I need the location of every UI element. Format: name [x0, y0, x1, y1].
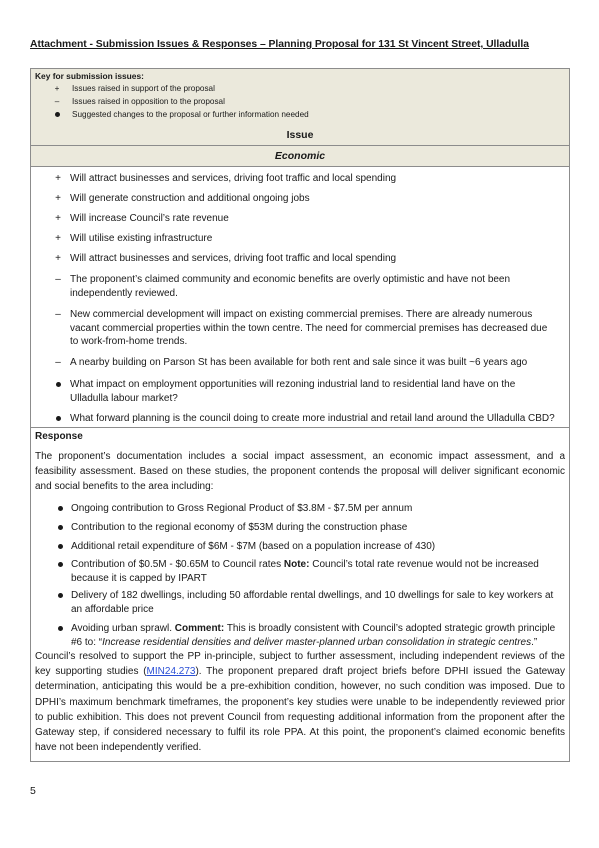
- benefit-text: [71, 622, 561, 649]
- issue-text: What impact on employment opportunities will rezoning industrial land to residential land have on the Ulladulla labour market?: [70, 379, 516, 404]
- issue-text: Will utilise existing infrastructure: [70, 233, 213, 244]
- note-text: Council’s total rate revenue would not be increased because it is capped by IPART: [71, 559, 539, 584]
- comment-text: This is broadly consistent with Council’s adopted strategic growth principle #6 to: “: [71, 623, 556, 648]
- bullet-symbol: [53, 412, 63, 426]
- bullet-symbol: [53, 109, 61, 120]
- benefit-text: [71, 558, 561, 585]
- bullet-icon: [58, 506, 63, 511]
- response-closing: [35, 649, 565, 755]
- comment-label: Comment:: [174, 623, 225, 634]
- issue-text: New commercial development will impact on existing commercial premises. There are already numerous vacant commercial properties within the town centre. The need for commercial premises has decreased due to work-from-home trends.: [70, 309, 548, 348]
- plus-symbol: +: [54, 84, 60, 93]
- key-label: Issues raised in opposition to the proposal: [72, 97, 225, 106]
- submission-table: [30, 68, 570, 762]
- bullet-symbol: [55, 540, 65, 554]
- plus-symbol: +: [55, 253, 61, 264]
- issue-header: Issue: [31, 125, 569, 146]
- bullet-symbol: [53, 378, 63, 392]
- bullet-icon: [55, 112, 60, 117]
- bullet-icon: [58, 544, 63, 549]
- issue-text: Will increase Council’s rate revenue: [70, 213, 229, 224]
- issue-text: What forward planning is the council doing to create more industrial and retail land around the Ulladulla CBD?: [70, 413, 555, 424]
- plus-symbol: +: [55, 233, 61, 244]
- key-title: Key for submission issues:: [35, 71, 144, 81]
- dash-symbol: –: [55, 357, 61, 368]
- response-intro: The proponent’s documentation includes a social impact assessment, an economic impact assessment, and a feasibility assessment. Based on these studies, the proponent contends the proposal will deliver significant economic and social benefits to the area including:: [35, 451, 565, 493]
- minute-reference-link[interactable]: MIN24.273: [146, 666, 196, 678]
- key-label: Suggested changes to the proposal or further information needed: [72, 110, 309, 119]
- benefit-text-part: Avoiding urban sprawl.: [71, 623, 175, 634]
- bullet-symbol: [55, 589, 65, 603]
- benefit-text: Ongoing contribution to Gross Regional Product of $3.8M - $7.5M per annum: [71, 503, 413, 514]
- issue-text: Will attract businesses and services, driving foot traffic and local spending: [70, 253, 397, 264]
- bullet-icon: [56, 382, 61, 387]
- key-label: Issues raised in support of the proposal: [72, 84, 215, 93]
- benefit-text: Additional retail expenditure of $6M - $7M (based on a population increase of 430): [71, 541, 436, 552]
- bullet-icon: [58, 562, 63, 567]
- benefit-text-part: Contribution of $0.5M - $0.65M to Council rates: [71, 559, 284, 570]
- bullet-symbol: [55, 558, 65, 572]
- section-divider: [31, 427, 569, 428]
- bullet-symbol: [55, 502, 65, 516]
- note-label: Note:: [283, 559, 310, 570]
- issue-text: A nearby building on Parson St has been available for both rent and sale since it was built ~6 years ago: [70, 357, 528, 368]
- benefit-text: Contribution to the regional economy of $53M during the construction phase: [71, 522, 408, 533]
- plus-symbol: +: [55, 193, 61, 204]
- quote-text: Increase residential densities and deliver master-planned urban consolidation in strategic centres: [102, 636, 532, 648]
- closing-text: Council’s resolved to support the PP in-principle, subject to further assessment, including independent reviews of the key supporting studies (: [35, 651, 565, 678]
- bullet-symbol: [55, 521, 65, 535]
- page-number: 5: [30, 785, 36, 797]
- bullet-icon: [56, 416, 61, 421]
- dash-symbol: –: [54, 97, 60, 106]
- document-title: Attachment - Submission Issues & Responses – Planning Proposal for 131 St Vincent Street, Ulladulla: [30, 39, 529, 50]
- plus-symbol: +: [55, 173, 61, 184]
- bullet-icon: [58, 525, 63, 530]
- response-heading: Response: [35, 431, 83, 442]
- dash-symbol: –: [55, 309, 61, 320]
- dash-symbol: –: [55, 274, 61, 285]
- issue-text: Will attract businesses and services, driving foot traffic and local spending: [70, 173, 397, 184]
- bullet-symbol: [55, 622, 65, 636]
- benefit-text: Delivery of 182 dwellings, including 50 affordable rental dwellings, and 10 dwellings for sale to key workers at an affordable price: [71, 590, 554, 615]
- quote-end: .”: [531, 636, 538, 648]
- bullet-icon: [58, 626, 63, 631]
- plus-symbol: +: [55, 213, 61, 224]
- issue-text: Will generate construction and additional ongoing jobs: [70, 193, 310, 204]
- closing-text: ). The proponent prepared draft project briefs before DPHI issued the Gateway determination, anticipating this would be a pre-exhibition condition, however, no such condition was imposed. Due to DPHI’s maximum benchmark timeframes, the proponent’s key studies were unable to be independently reviewed prior to public exhibition. This does not prevent Council from requesting additional information from the proponent after the Gateway step, if considered necessary to fulfil its role PPA. At this point, the proponent’s claimed economic benefits have not been independently verified.: [35, 666, 565, 754]
- category-header: Economic: [31, 146, 569, 167]
- bullet-icon: [58, 593, 63, 598]
- key-box: [31, 69, 569, 126]
- issue-text: The proponent’s claimed community and economic benefits are overly optimistic and have not been independently reviewed.: [70, 274, 511, 299]
